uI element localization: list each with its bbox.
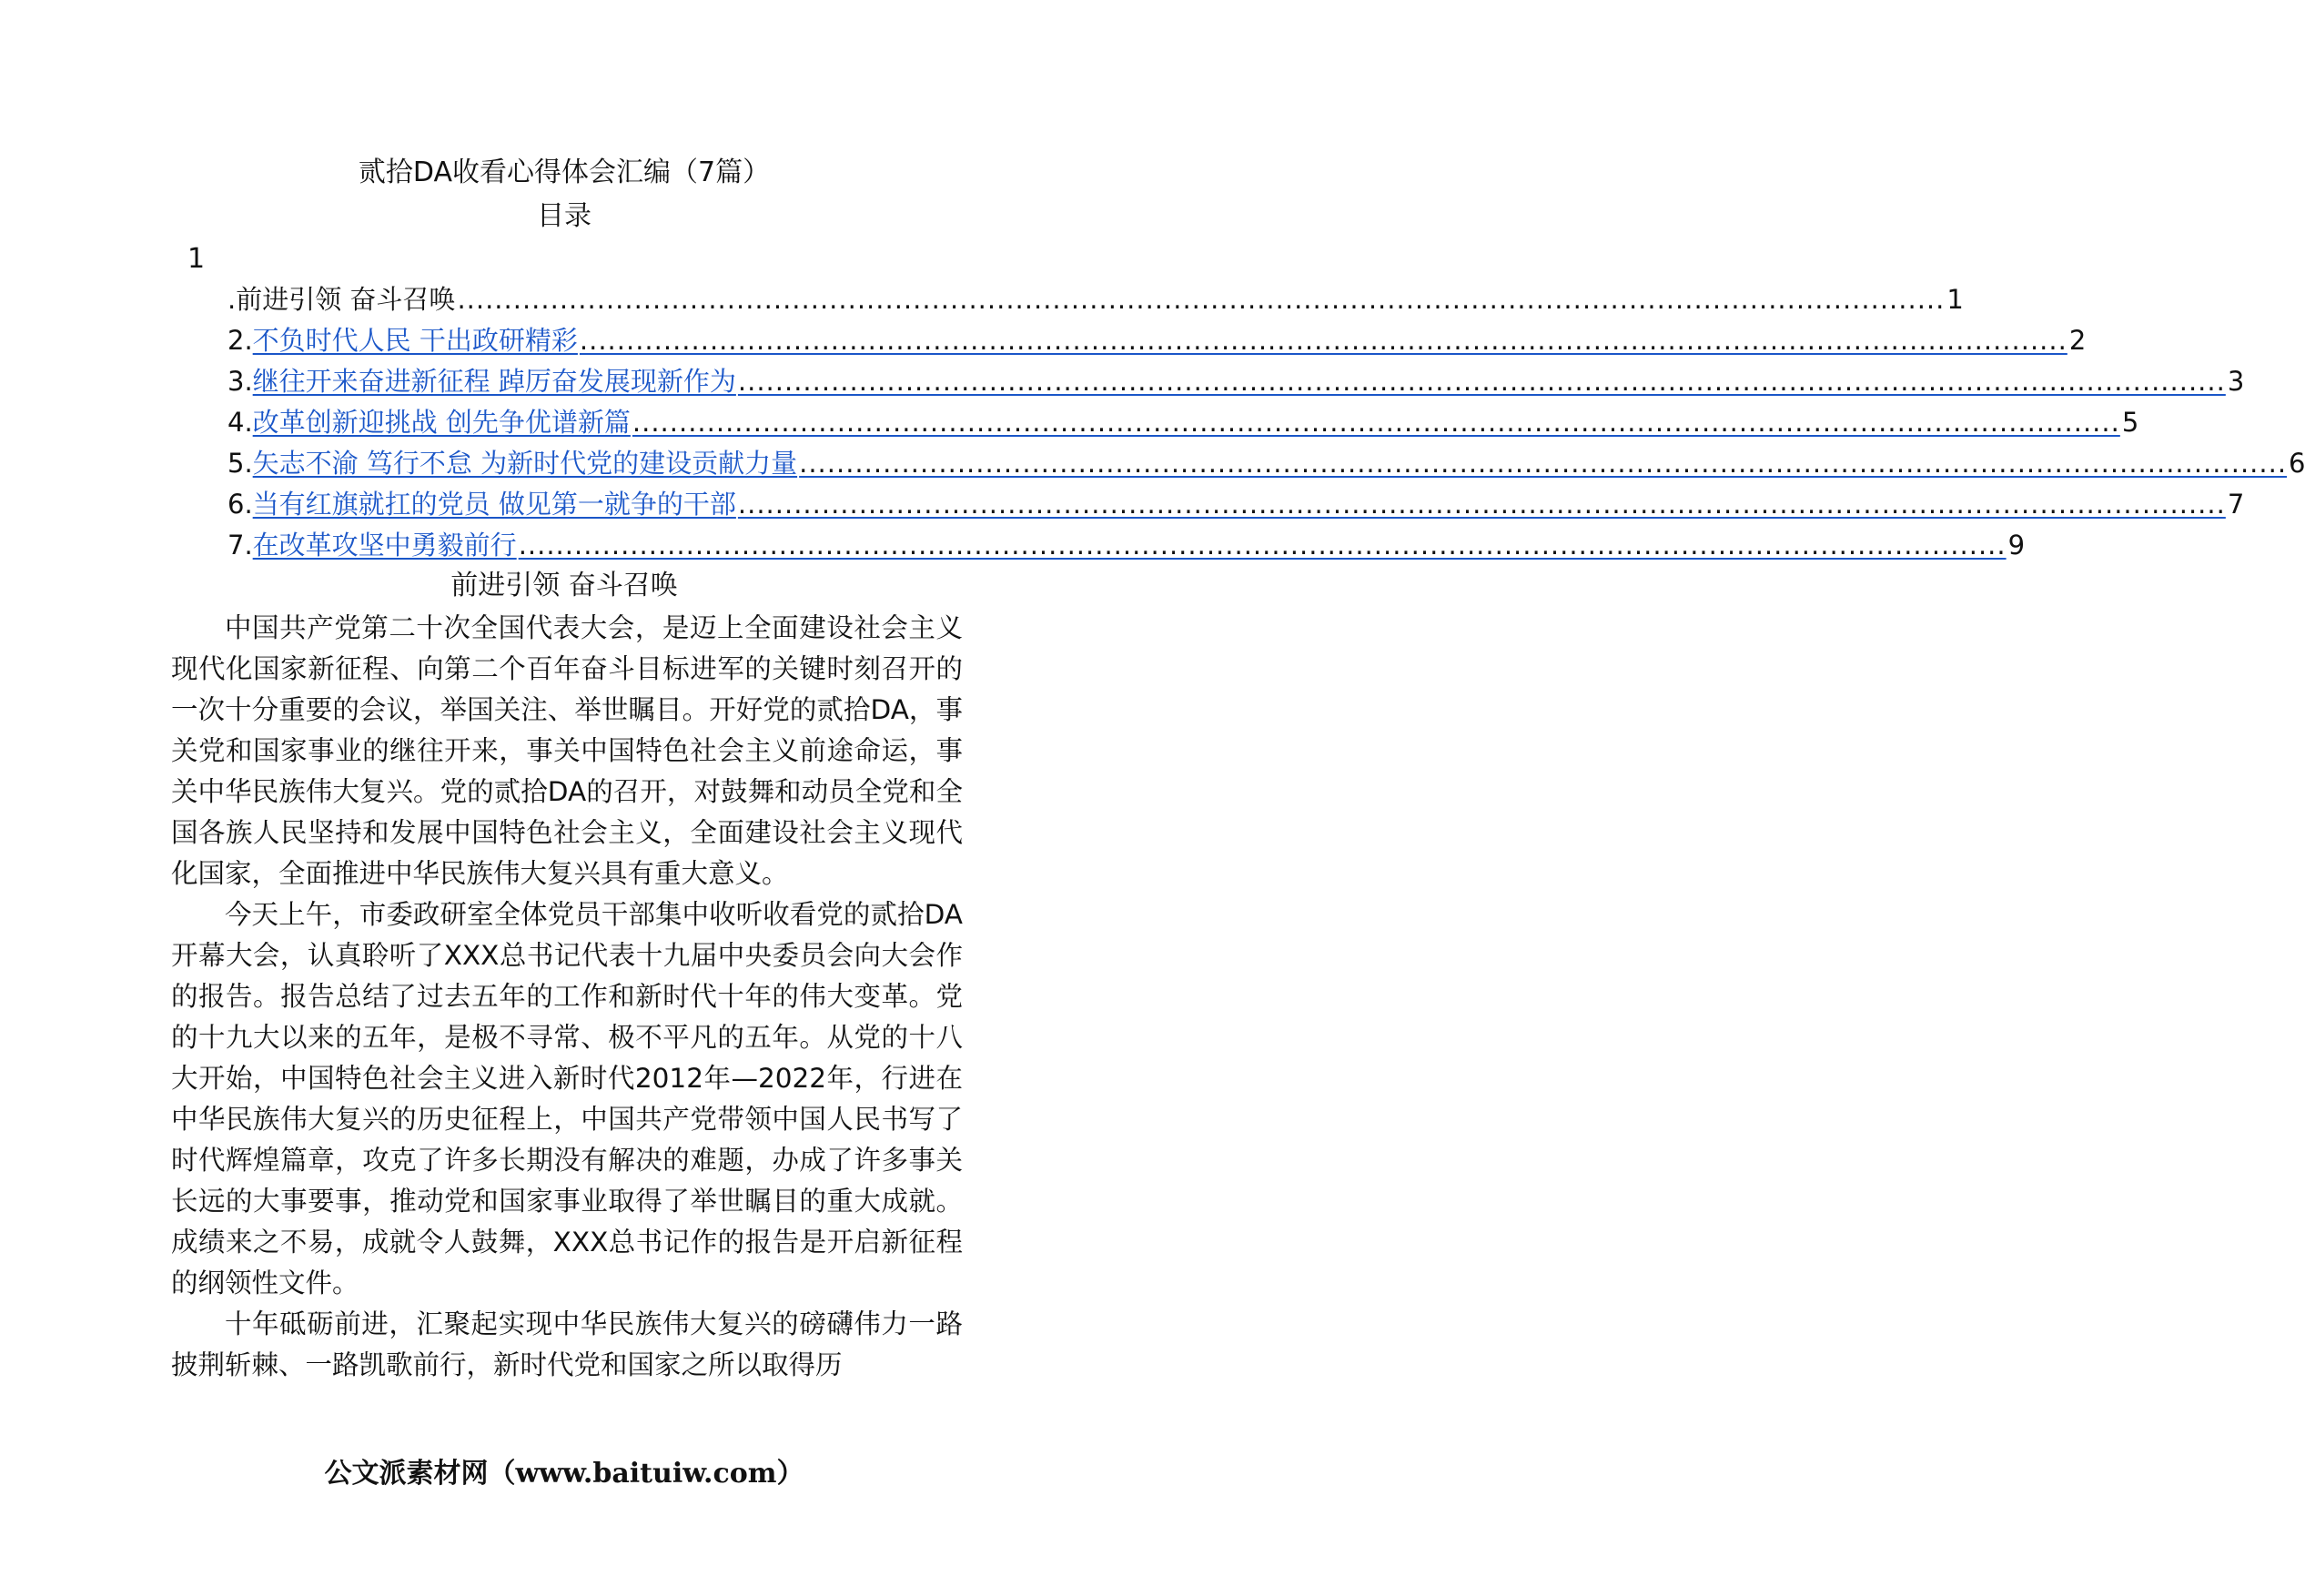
paragraph-1: 中国共产党第二十次全国代表大会，是迈上全面建设社会主义现代化国家新征程、向第二个百年奋斗目标进军的关键时刻召开的一次十分重要的会议，举国关注、举世瞩目。开好党的贰拾DA，事关党和国家事业的继往开来，事关中国特色社会主义前途命运，事关中华民族伟大复兴。党的贰拾DA的召开，对鼓舞和动员全党和全国各族人民坚持和发展中国特色社会主义，全面建设社会主义现代化国家，全面推进中华民族伟大复兴具有重大意义。 <box>171 612 963 889</box>
section-body <box>171 608 963 1386</box>
toc-entry-link[interactable]: 改革创新迎挑战 创先争优谱新篇 <box>252 407 631 438</box>
toc-entry <box>227 279 1964 320</box>
toc-page-number: 9 <box>2007 530 2026 561</box>
document-title: 贰拾DA收看心得体会汇编（7篇） <box>358 157 771 188</box>
footer-source: 公文派素材网（www.baituiw.com） <box>324 1458 804 1490</box>
toc-page-number: 2 <box>2068 325 2087 356</box>
toc-entry[interactable] <box>227 525 2026 566</box>
toc-leader-dots: ................................................................................................................................................................ <box>737 489 2226 520</box>
toc-entry-number: . <box>227 284 237 315</box>
toc-entry-number: 5. <box>227 448 253 479</box>
toc-entry-link[interactable]: 不负时代人民 干出政研精彩 <box>252 325 578 356</box>
toc-entry[interactable] <box>227 361 2245 402</box>
toc-entry-number: 2. <box>227 325 253 356</box>
toc-entry-link[interactable]: 当有红旗就扛的党员 做见第一就争的干部 <box>252 489 736 520</box>
toc-leader-dots: ................................................................................................................................................................ <box>737 366 2226 397</box>
toc-first-number: 1 <box>187 243 206 275</box>
toc-leader-dots: ................................................................................................................................................................ <box>518 530 2007 561</box>
toc-page-number: 7 <box>2227 489 2245 520</box>
table-of-contents <box>227 279 2305 566</box>
toc-entry-number: 6. <box>227 489 253 520</box>
toc-entry[interactable] <box>227 320 2087 361</box>
toc-entry[interactable] <box>227 443 2305 484</box>
toc-leader-dots: ................................................................................................................................................................ <box>579 325 2067 356</box>
toc-entry-label: 前进引领 奋斗召唤 <box>236 284 456 315</box>
toc-entry-link[interactable]: 在改革攻坚中勇毅前行 <box>252 530 517 561</box>
toc-leader-dots: ................................................................................................................................................................ <box>457 284 1946 315</box>
toc-entry-number: 7. <box>227 530 253 561</box>
toc-entry-link[interactable]: 矢志不渝 笃行不怠 为新时代党的建设贡献力量 <box>252 448 798 479</box>
toc-entry-number: 3. <box>227 366 253 397</box>
section-title: 前进引领 奋斗召唤 <box>450 570 678 601</box>
toc-page-number: 3 <box>2227 366 2245 397</box>
toc-leader-dots: ................................................................................................................................................................ <box>799 448 2288 479</box>
toc-entry[interactable] <box>227 484 2245 525</box>
toc-heading: 目录 <box>537 200 591 232</box>
paragraph-3: 十年砥砺前进，汇聚起实现中华民族伟大复兴的磅礴伟力一路披荆斩棘、一路凯歌前行，新时代党和国家之所以取得历 <box>171 1308 963 1380</box>
toc-entry-link[interactable]: 继往开来奋进新征程 踔厉奋发展现新作为 <box>252 366 736 397</box>
paragraph-2: 今天上午，市委政研室全体党员干部集中收听收看党的贰拾DA开幕大会，认真聆听了XXX总书记代表十九届中央委员会向大会作的报告。报告总结了过去五年的工作和新时代十年的伟大变革。党的十九大以来的五年，是极不寻常、极不平凡的五年。从党的十八大开始，中国特色社会主义进入新时代2012年—2022年，行进在中华民族伟大复兴的历史征程上，中国共产党带领中国人民书写了时代辉煌篇章，攻克了许多长期没有解决的难题，办成了许多事关长远的大事要事，推动党和国家事业取得了举世瞩目的重大成就。成绩来之不易，成就令人鼓舞，XXX总书记作的报告是开启新征程的纲领性文件。 <box>171 899 963 1298</box>
toc-page-number: 5 <box>2121 407 2139 438</box>
toc-entry-number: 4. <box>227 407 253 438</box>
toc-leader-dots: ................................................................................................................................................................ <box>632 407 2120 438</box>
toc-page-number: 1 <box>1946 284 1964 315</box>
toc-entry[interactable] <box>227 402 2139 443</box>
toc-page-number: 6 <box>2289 448 2305 479</box>
